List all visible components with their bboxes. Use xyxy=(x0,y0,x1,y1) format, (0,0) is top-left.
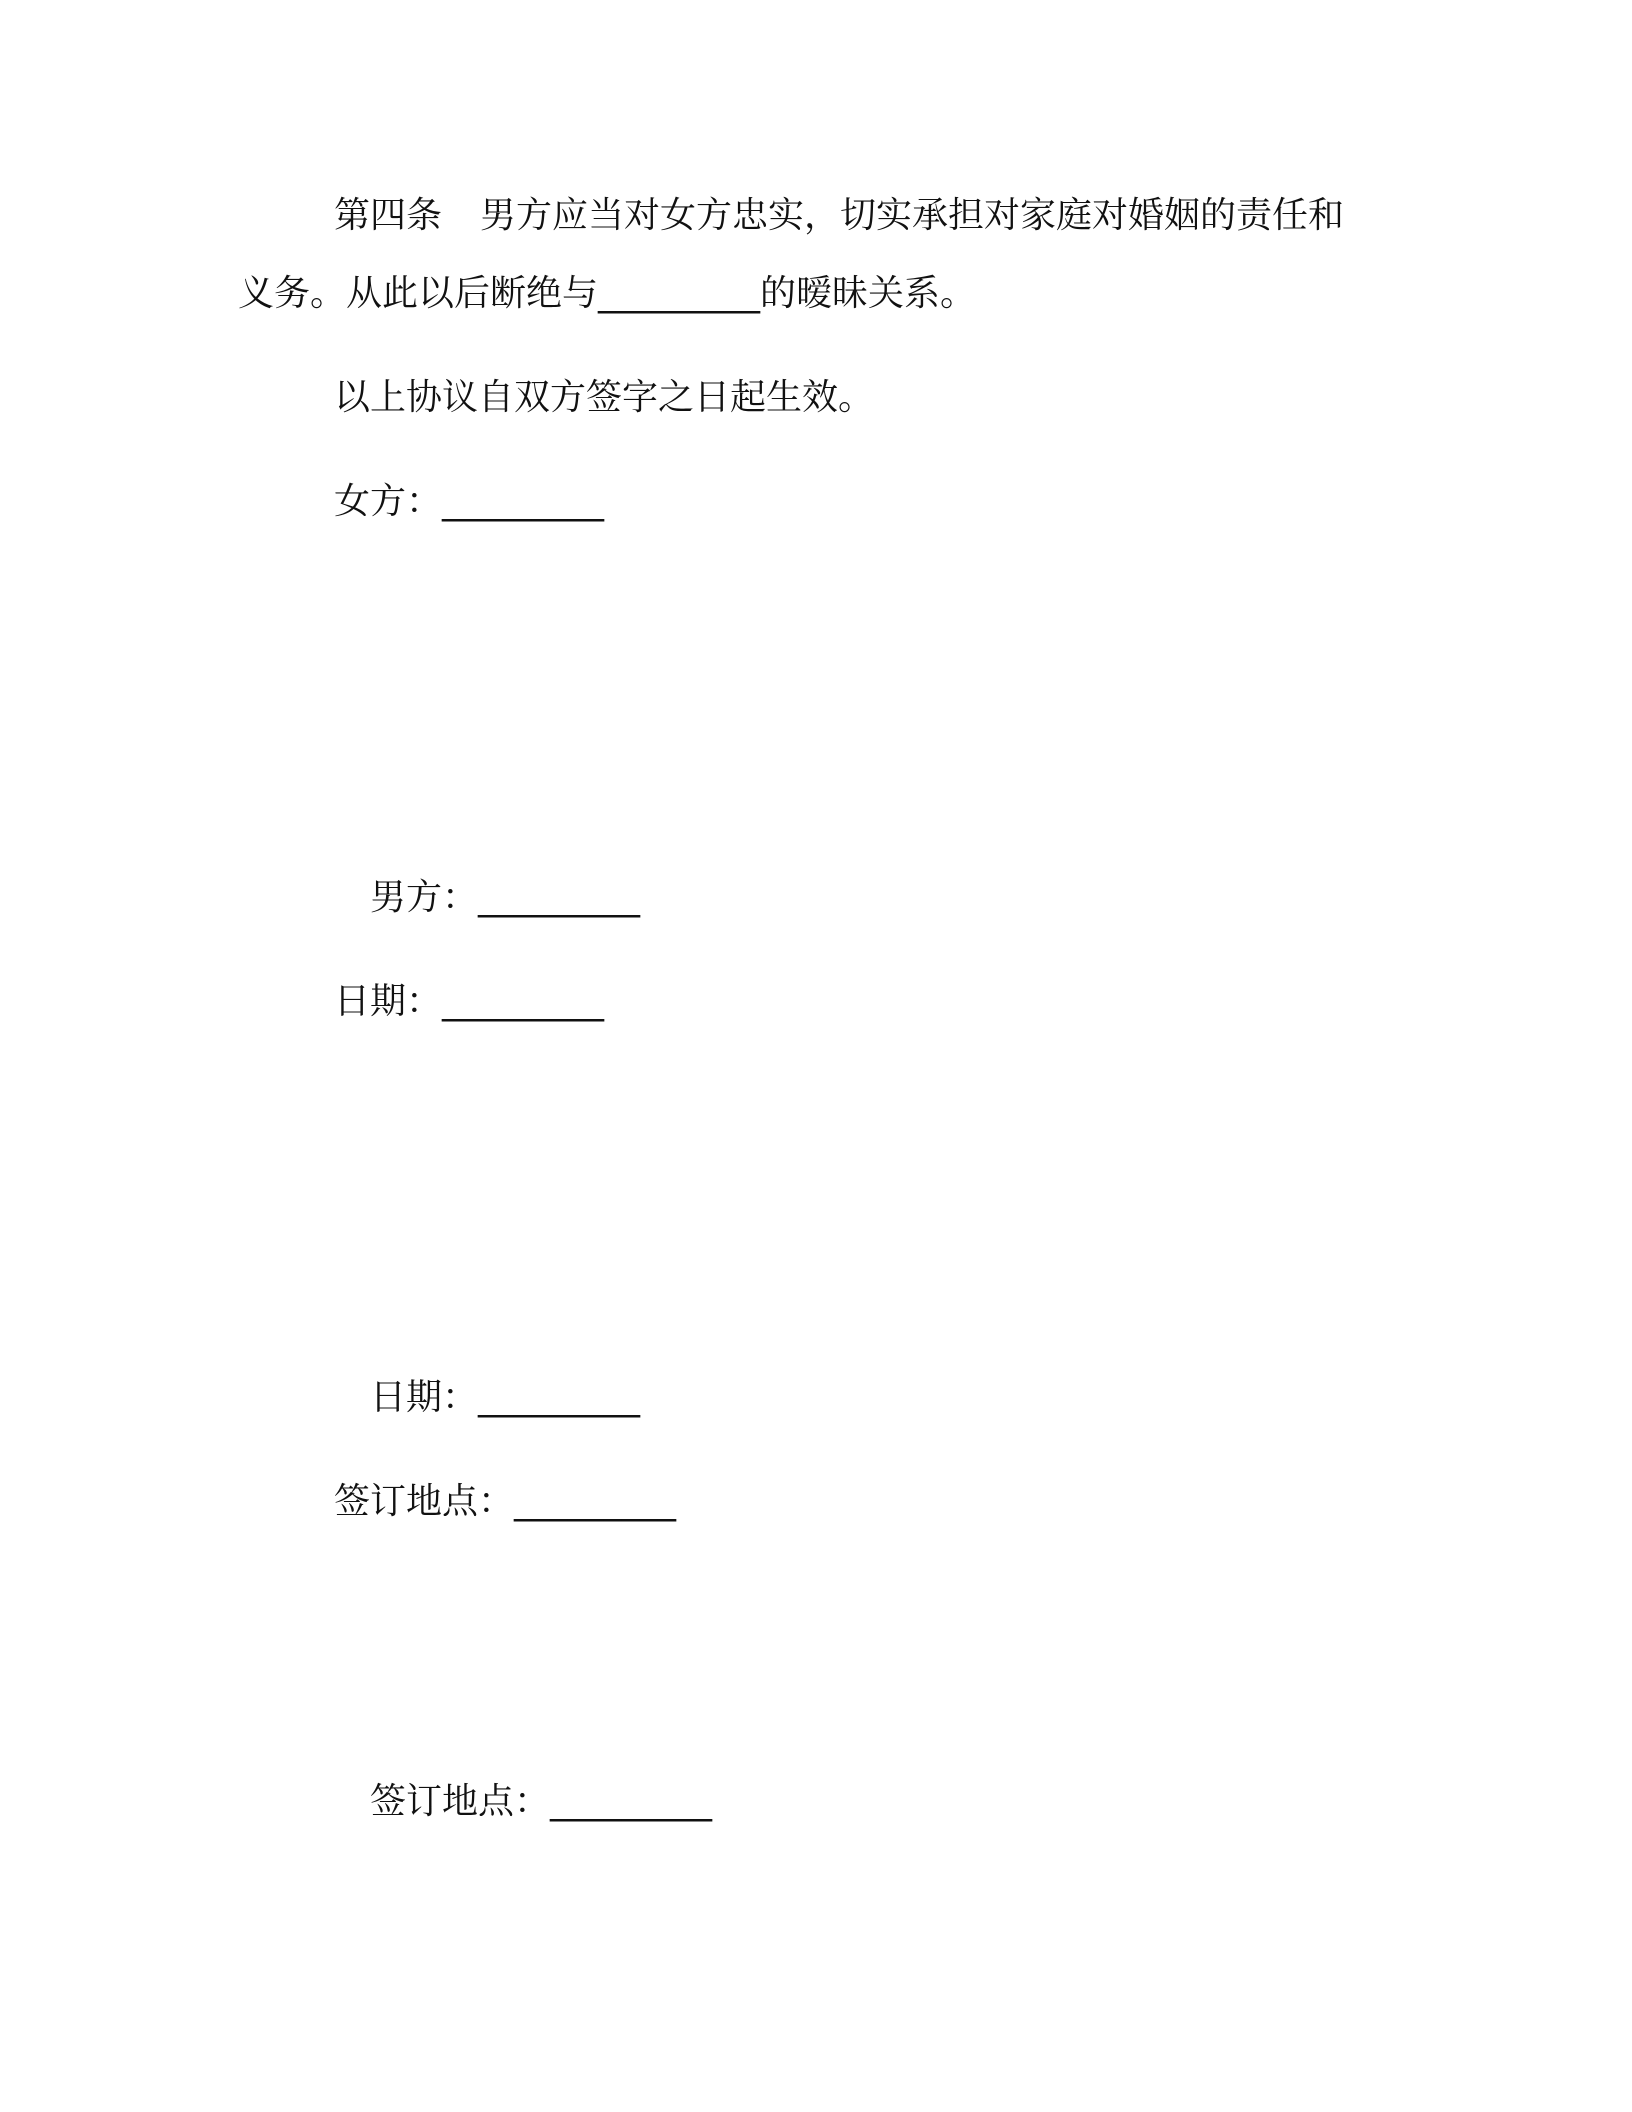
signing-place-line-1: 签订地点：_________ xyxy=(334,1481,677,1522)
article-4-text-line-2: 义务。从此以后断绝与_________的暧昧关系。 xyxy=(238,273,977,314)
man-signature-line: 男方：_________ xyxy=(370,877,641,918)
article-4-text-line-1: 男方应当对女方忠实，切实承担对家庭对婚姻的责任和 xyxy=(480,195,1345,236)
effective-clause: 以上协议自双方签字之日起生效。 xyxy=(334,377,875,418)
date-line-1: 日期：_________ xyxy=(334,981,605,1022)
woman-signature-line: 女方：_________ xyxy=(334,481,605,522)
article-4-heading-line xyxy=(334,194,1344,238)
signing-place-line-2: 签订地点：_________ xyxy=(370,1781,713,1822)
article-number: 第四条 xyxy=(334,195,443,236)
date-line-2: 日期：_________ xyxy=(370,1377,641,1418)
